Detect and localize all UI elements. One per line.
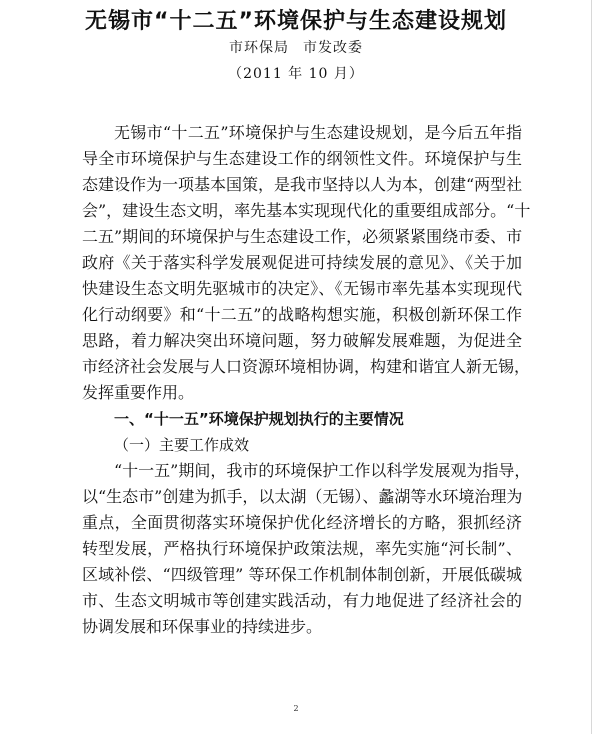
paragraph-line: 区域补偿、“四级管理” 等环保工作机制体制创新，开展低碳城 <box>82 565 522 584</box>
subsection-heading: （一）主要工作成效 <box>114 436 250 454</box>
paragraph-line: 重点，全面贯彻落实环境保护优化经济增长的方略，狠抓经济 <box>82 513 522 532</box>
paragraph-line: 市、生态文明城市等创建实践活动，有力地促进了经济社会的 <box>82 591 522 610</box>
paragraph-line: “十一五”期间，我市的环境保护工作以科学发展观为指导， <box>114 461 531 480</box>
document-title: 无锡市“十二五”环境保护与生态建设规划 <box>85 9 507 34</box>
page-number: 2 <box>293 704 299 713</box>
paragraph-line: 二五”期间的环境保护与生态建设工作，必须紧紧围绕市委、市 <box>82 227 523 246</box>
issuer-development-commission: 市发改委 <box>303 40 363 56</box>
document-date: （2011 年 10 月） <box>228 66 364 82</box>
paragraph-line: 市经济社会发展与人口资源环境相协调，构建和谐宜人新无锡， <box>82 357 531 376</box>
paragraph-line: 化行动纲要》和“十二五”的战略构想实施，积极创新环保工作 <box>82 305 522 324</box>
paragraph-line: 转型发展，严格执行环境保护政策法规，率先实施“河长制”、 <box>82 539 522 558</box>
paragraph-line: 政府《关于落实科学发展观促进可持续发展的意见》、《关于加 <box>82 253 522 272</box>
paragraph-line: 会”，建设生态文明，率先基本实现现代化的重要组成部分。“十 <box>82 201 531 220</box>
issuer-environmental-bureau: 市环保局 <box>229 40 289 56</box>
issuing-departments <box>0 38 592 58</box>
paragraph-line: 以“生态市”创建为抓手，以太湖（无锡）、蠡湖等水环境治理为 <box>82 487 523 506</box>
section-heading: 一、“十一五”环境保护规划执行的主要情况 <box>114 410 404 428</box>
paragraph-line: 导全市环境保护与生态建设工作的纲领性文件。环境保护与生 <box>82 149 522 168</box>
paragraph-line: 协调发展和环保事业的持续进步。 <box>82 617 323 636</box>
paragraph-line: 无锡市“十二五”环境保护与生态建设规划，是今后五年指 <box>114 123 522 142</box>
intro-paragraph <box>82 120 531 406</box>
document-body <box>82 120 531 640</box>
paragraph-line: 发挥重要作用。 <box>82 383 195 402</box>
paragraph-line: 思路，着力解决突出环境问题，努力破解发展难题，为促进全 <box>82 331 522 350</box>
achievements-paragraph <box>82 458 531 640</box>
paragraph-line: 快建设生态文明先驱城市的决定》、《无锡市率先基本实现现代 <box>82 279 522 298</box>
paragraph-line: 态建设作为一项基本国策，是我市坚持以人为本，创建“两型社 <box>82 175 523 194</box>
